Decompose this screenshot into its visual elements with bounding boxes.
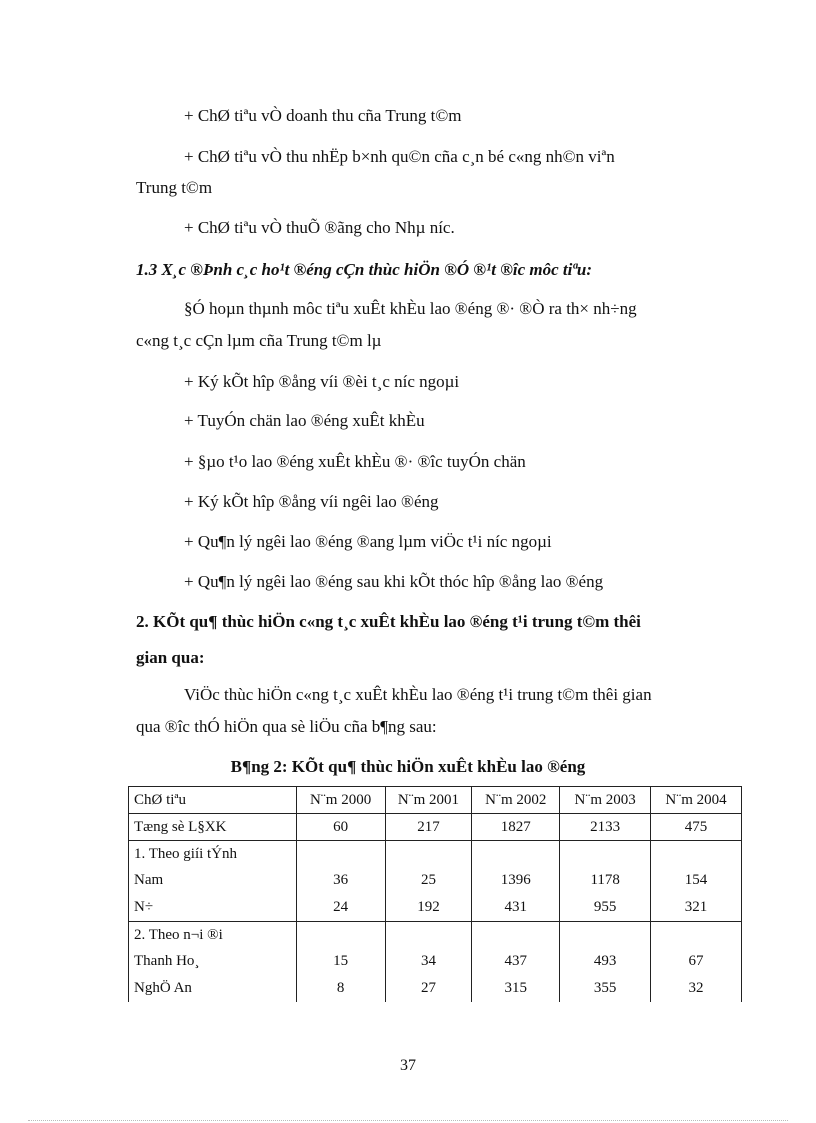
section-heading-1-3: 1.3 X¸c ®Þnh c¸c ho¹t ®éng cÇn thùc hiÖn ®Ó ®¹t ®îc môc tiªu: xyxy=(136,260,593,279)
paragraph-target-income-cont: Trung t©m xyxy=(136,178,213,197)
table-row-nghe-an xyxy=(129,975,742,1002)
page-number: 37 xyxy=(400,1057,416,1074)
list-item-train: + §µo t¹o lao ®éng xuÊt khÈu ®· ®îc tuyÓn chän xyxy=(184,452,526,471)
table-cell: 192 xyxy=(385,894,472,922)
table-cell: 321 xyxy=(651,894,742,922)
paragraph-intro: §Ó hoµn thµnh môc tiªu xuÊt khÈu lao ®éng ®· ®Ò ra th× nh÷ng xyxy=(184,299,637,318)
list-item-recruit: + TuyÓn chän lao ®éng xuÊt khÈu xyxy=(184,411,425,430)
table-row-female xyxy=(129,894,742,922)
paragraph-target-tax: + ChØ tiªu vÒ thuÕ ®ãng cho Nhµ níc. xyxy=(184,218,455,237)
paragraph-intro-cont: c«ng t¸c cÇn lµm cña Trung t©m lµ xyxy=(136,331,382,350)
header-cell: N¨m 2003 xyxy=(560,787,651,814)
table-cell: 15 xyxy=(296,948,385,975)
results-table xyxy=(128,786,742,1002)
list-item-manage-abroad: + Qu¶n lý ngêi lao ®éng ®ang lµm viÖc t¹i níc ngoµi xyxy=(184,532,552,551)
page-bottom-divider xyxy=(28,1120,788,1121)
table-cell: 24 xyxy=(296,894,385,922)
table-cell: 437 xyxy=(472,948,560,975)
row-label: N÷ xyxy=(129,894,297,922)
row-label: Tæng sè L§XK xyxy=(129,814,297,841)
table-cell: 34 xyxy=(385,948,472,975)
header-cell: N¨m 2001 xyxy=(385,787,472,814)
table-cell: 1827 xyxy=(472,814,560,841)
table-row-total xyxy=(129,814,742,841)
table-row-thanh-hoa xyxy=(129,948,742,975)
group-label: 1. Theo giíi tÝnh xyxy=(129,841,297,868)
header-cell: N¨m 2004 xyxy=(651,787,742,814)
table-cell: 315 xyxy=(472,975,560,1002)
table-cell: 955 xyxy=(560,894,651,922)
table-cell: 355 xyxy=(560,975,651,1002)
table-cell: 8 xyxy=(296,975,385,1002)
table-cell: 32 xyxy=(651,975,742,1002)
table-cell: 2133 xyxy=(560,814,651,841)
table-title: B¶ng 2: KÕt qu¶ thùc hiÖn xuÊt khÈu lao ®éng xyxy=(230,757,586,776)
list-item-contract-worker: + Ký kÕt hîp ®ång víi ngêi lao ®éng xyxy=(184,492,439,511)
table-cell: 27 xyxy=(385,975,472,1002)
table-cell: 60 xyxy=(296,814,385,841)
section-heading-2: 2. KÕt qu¶ thùc hiÖn c«ng t¸c xuÊt khÈu lao ®éng t¹i trung t©m thêi xyxy=(136,612,641,631)
table-cell: 36 xyxy=(296,867,385,894)
table-cell: 67 xyxy=(651,948,742,975)
row-label: Thanh Ho¸ xyxy=(129,948,297,975)
table-cell: 1396 xyxy=(472,867,560,894)
table-cell: 217 xyxy=(385,814,472,841)
table-row-group-gender xyxy=(129,841,742,868)
paragraph-target-income: + ChØ tiªu vÒ thu nhËp b×nh qu©n cña c¸n bé c«ng nh©n viªn xyxy=(184,147,615,166)
header-cell: N¨m 2000 xyxy=(296,787,385,814)
paragraph-results: ViÖc thùc hiÖn c«ng t¸c xuÊt khÈu lao ®éng t¹i trung t©m thêi gian xyxy=(184,685,652,704)
group-label: 2. Theo n¬i ®i xyxy=(129,922,297,949)
table-cell: 1178 xyxy=(560,867,651,894)
paragraph-results-cont: qua ®îc thÓ hiÖn qua sè liÖu cña b¶ng sau: xyxy=(136,717,437,736)
table-header-row xyxy=(129,787,742,814)
list-item-contract-partner: + Ký kÕt hîp ®ång víi ®èi t¸c níc ngoµi xyxy=(184,372,460,391)
header-cell: N¨m 2002 xyxy=(472,787,560,814)
list-item-manage-after: + Qu¶n lý ngêi lao ®éng sau khi kÕt thóc hîp ®ång lao ®éng xyxy=(184,572,604,591)
paragraph-target-revenue: + ChØ tiªu vÒ doanh thu cña Trung t©m xyxy=(184,106,462,125)
table-cell: 431 xyxy=(472,894,560,922)
row-label: NghÖ An xyxy=(129,975,297,1002)
row-label: Nam xyxy=(129,867,297,894)
table-cell: 493 xyxy=(560,948,651,975)
table-cell: 475 xyxy=(651,814,742,841)
table-cell: 154 xyxy=(651,867,742,894)
table-row-male xyxy=(129,867,742,894)
section-heading-2-cont: gian qua: xyxy=(136,648,205,667)
header-cell: ChØ tiªu xyxy=(129,787,297,814)
table-cell: 25 xyxy=(385,867,472,894)
table-row-group-origin xyxy=(129,922,742,949)
